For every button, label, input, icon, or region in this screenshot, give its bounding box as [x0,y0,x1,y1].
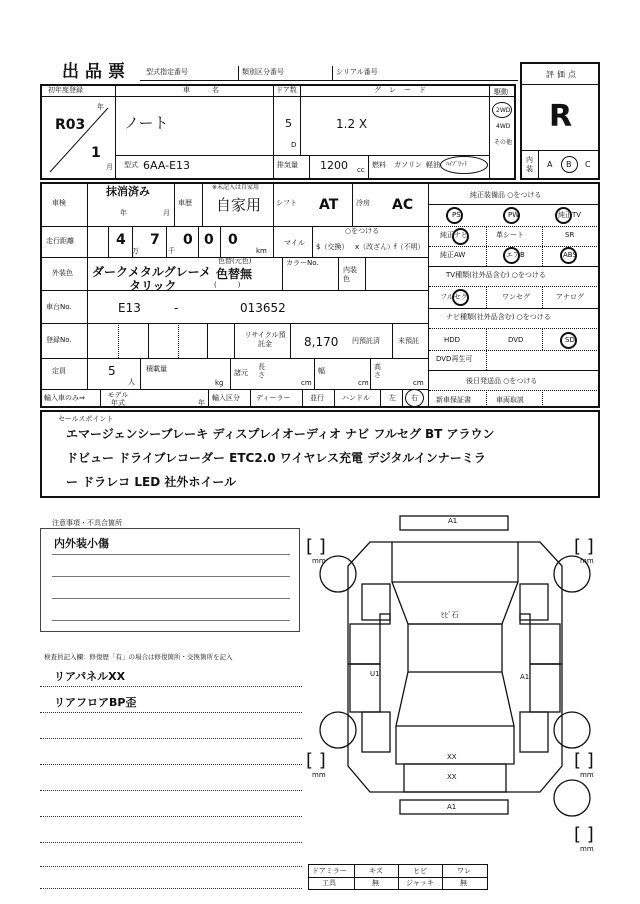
equip-navi: 純正ナビ [440,231,468,239]
mark-left-door: U1 [370,670,380,678]
color-no-label: カラーNo. [286,259,319,267]
unknown-option: f（不明） [394,243,425,251]
first-reg-label: 初年度登録 [48,86,83,94]
sales-line-1: エマージェンシーブレーキ ディスプレイオーディオ ナビ フルセグ BT アラウン [66,427,495,441]
nav-dvd: DVD [508,336,524,344]
form-title: 出品票 [62,62,131,82]
bracket-fl: [ ] [306,536,326,557]
inspection-year: 年 [120,209,127,217]
person-unit: 人 [128,378,135,386]
interior-b-circle [561,156,578,173]
mark-roof: ﾋﾋﾞ石 [441,611,459,619]
recycle-not: 未預託 [398,337,419,345]
mm-spare: mm [580,845,594,853]
fuel-gasoline: ガソリン [394,161,422,169]
equip-ps: PS [452,211,461,219]
handle-left: 左 [389,394,396,402]
history-value: 自家用 [216,196,262,214]
inspection-value: 抹消済み [106,185,150,198]
color-value-line1: ダークメタルグレーメ [92,265,212,279]
recycle-deposited: 円預託済 [352,337,380,345]
fuel-hybrid: ﾊｲﾌﾞﾘｯﾄ [446,161,468,168]
legend-r3: ジャッキ [406,879,434,887]
later-manual: 車両取説 [496,396,524,404]
equip-airbag-circle [503,247,520,264]
equip-tv-circle [555,207,572,224]
length-label: 長さ [258,363,265,379]
bracket-spare: [ ] [574,824,594,845]
tv-fullseg-circle [452,289,469,306]
equip-tv: 純正TV [558,211,582,219]
mileage-digit-1: 4 [116,232,126,248]
interior-a: A [547,160,553,169]
recycle-label: リサイクル預託金 [244,331,286,348]
ac-label: 冷房 [356,199,370,207]
model-year-unit: 年 [198,399,205,407]
mileage-digit-2: 7 [150,232,160,248]
legend-r4: 無 [460,879,467,887]
interior-color-label: 内装色 [343,266,357,283]
drive-2wd-circle [492,102,512,118]
mark-front-bumper: A1 [448,517,458,525]
drive-label: 駆動 [494,88,508,96]
legend-r1: 工具 [322,879,336,887]
mile-label: マイル [284,239,305,247]
width-label: 幅 [318,367,325,375]
grade-value: 1.2 X [336,117,368,131]
drive-2wd: 2WD [496,107,511,114]
mm-fl: mm [312,557,326,565]
width-cm: cm [358,379,369,387]
height-cm: cm [413,379,424,387]
door-suffix: D [291,141,297,149]
interior-c: C [585,160,591,169]
mileage-sen: 千 [168,247,175,255]
circle-note: ○をつける [345,227,380,235]
inspection-label: 車検 [52,199,66,207]
sales-label: セールスポイント [58,415,114,423]
class-label: 類別区分番号 [242,68,284,76]
chassis-prefix: E13 [118,301,141,315]
later-title: 後日発送品 ○をつける [466,377,538,385]
color-orig-paren: ( ) [214,281,241,289]
chassis-label: 車台No. [46,303,72,311]
import-label: 輸入車のみ⇒ [44,394,85,402]
model-cert-label: 型式指定番号 [146,68,188,76]
fuel-hybrid-circle [440,156,488,174]
mileage-km: km [256,247,267,255]
legend-h3: ヒビ [413,867,427,875]
inspector-line-1: リアパネルXX [54,670,126,683]
altered-option: x（改ざん） [355,243,395,251]
mileage-label: 走行距離 [46,237,74,245]
caution-label: 注意事項・不具合箇所 [52,519,122,527]
type-value: 6AA-E13 [143,159,191,172]
nav-sd-circle [560,332,577,349]
equip-airbag: エアB [506,251,525,259]
eval-label: 評価点 [546,70,579,79]
color-label: 外装色 [52,269,73,277]
equip-navi-circle [452,228,469,245]
fuel-label: 燃料 [372,161,386,169]
inspector-line-2: リアフロアBP歪 [54,696,137,709]
year-unit: 年 [97,103,104,111]
mm-rr: mm [580,771,594,779]
equipment-title: 純正装備品 ○をつける [470,191,542,199]
shift-label: シフト [276,199,297,207]
color-value-line2: タリック [129,279,177,293]
doors-value: 5 [285,117,292,130]
first-reg-slash [44,100,114,176]
legend-h2: キズ [369,867,383,875]
load-label: 積載量 [146,365,167,373]
mileage-digit-3: 0 [183,232,193,248]
mark-rear-panel: XX [447,753,457,761]
kg-unit: kg [215,379,224,387]
drive-other: その他 [494,139,513,146]
first-reg-year: R03 [55,117,86,133]
doors-label: ドア数 [276,86,297,94]
mark-right-door: A1 [520,673,530,681]
length-cm: cm [301,379,312,387]
chassis-number: 013652 [240,301,286,315]
caution-line-1: 内外装小傷 [54,537,109,550]
equip-abs-circle [560,247,577,264]
interior-b: B [566,160,572,169]
legend-r2: 無 [372,879,379,887]
grade-label: グレード [374,86,434,94]
handle-right-circle [405,389,424,407]
inspection-month: 月 [163,209,170,217]
eval-grade: R [549,99,573,134]
displacement-value: 1200 [320,159,348,172]
import-class-label: 輸入区分 [212,394,240,402]
car-name-value: ノート [124,114,169,132]
exchange-option: $（交換） [316,243,349,251]
mm-fr: mm [580,557,594,565]
interior-label: 内装 [526,156,533,173]
inspector-label: 検査員記入欄：修復歴「有」の場合は修復箇所・交換箇所を記入 [44,653,233,661]
height-label: 高さ [374,363,381,379]
tv-fullseg: フルセグ [440,293,468,301]
equip-sr: SR [565,231,575,239]
mark-rear-bumper: A1 [447,803,457,811]
handle-right: 右 [411,394,418,402]
mm-rl: mm [312,771,326,779]
fuel-diesel: 軽油 [426,161,440,169]
equip-pw-circle [503,207,520,224]
model-year-label: モデル年式 [107,391,129,407]
month-unit: 月 [106,163,113,171]
car-damage-diagram [300,512,610,852]
bracket-rl: [ ] [306,750,326,771]
nav-sd: SD [565,336,575,344]
parallel-option: 並行 [310,394,324,402]
mileage-man: 万 [132,247,139,255]
sales-line-3: ー ドラレコ LED 社外ホイール [66,475,237,489]
bracket-rr: [ ] [574,750,594,771]
car-name-label: 車名 [183,86,241,94]
mileage-digit-5: 0 [228,232,238,248]
dvd-playback: DVD再生可 [436,355,473,363]
equip-ps-circle [446,207,463,224]
equip-aw: 純正AW [440,251,466,259]
serial-label: シリアル番号 [336,68,378,76]
mark-rear-floor: XX [447,773,457,781]
displacement-label: 排気量 [277,161,298,169]
legend-h1: ドアミラー [312,867,347,875]
tv-oneseg: ワンセグ [502,293,530,301]
bracket-fr: [ ] [574,536,594,557]
tv-title: TV種類(社外品含む) ○をつける [446,271,546,279]
first-reg-month: 1 [91,145,101,161]
ac-value: AC [392,197,414,213]
sales-line-2: ドビュー ドライブレコーダー ETC2.0 ワイヤレス充電 デジタルインナーミラ [66,451,486,465]
nav-hdd: HDD [444,336,461,344]
handle-label: ハンドル [342,394,370,402]
history-note: ※未記入は自家用 [212,184,260,191]
history-label: 車歴 [178,199,192,207]
tv-analog: アナログ [556,293,584,301]
equip-pw: PW [508,211,520,219]
legend-h4: ワレ [457,867,471,875]
drive-4wd: 4WD [496,123,511,130]
type-label: 型式 [124,161,138,169]
capacity-value: 5 [108,364,116,378]
equip-abs: ABS [563,251,577,259]
color-orig-label: 色替(元色) [218,257,252,265]
equip-leather: 革シート [496,231,524,239]
later-warranty: 新車保証書 [436,396,471,404]
dims-label: 諸元 [234,369,248,377]
shift-value: AT [319,197,339,213]
mileage-digit-4: 0 [204,232,214,248]
cc-unit: cc [357,166,365,174]
nav-title: ナビ種類(社外品含む) ○をつける [446,313,551,321]
dealer-option: ディーラー [256,394,291,402]
chassis-dash: - [174,301,179,315]
color-orig-value: 色替無 [216,267,253,281]
capacity-label: 定員 [52,367,66,375]
recycle-value: 8,170 [304,335,339,349]
reg-no-label: 登録No. [46,336,72,344]
